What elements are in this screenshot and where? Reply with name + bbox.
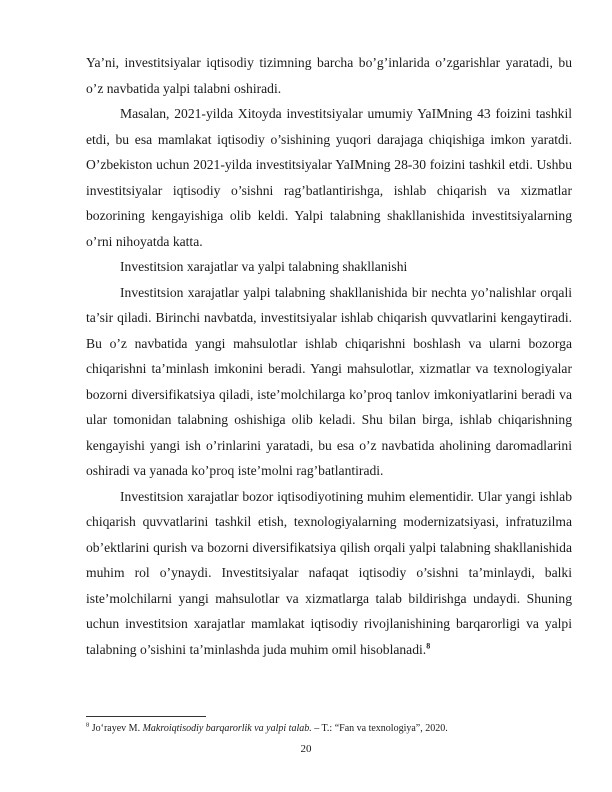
page-number: 20 <box>300 743 312 755</box>
footnote <box>86 722 572 735</box>
footnote-number: 8 <box>86 721 90 729</box>
paragraph-china-example: Masalan, 2021-yilda Xitoyda investitsiyalar umumiy YaIMning 43 foizini tashkil etdi, bu esa mamlakat iqtisodiy o’sishining yuqori darajaga chiqishiga imkon yaratdi. O’zbekiston uchun 2021-yilda investitsiyalar YaIMning 28-30 foizini tashkil etdi. Ushbu investitsiyalar iqtisodiy o’sishni rag’batlantirishga, ishlab chiqarish va xizmatlar bozorining kengayishiga olib keldi. Yalpi talabning shakllanishida investitsiyalarning o’rni nihoyatda katta. <box>86 106 572 249</box>
paragraph-investment-importance-text: Investitsion xarajatlar bozor iqtisodiyotining muhim elementidir. Ular yangi ishlab chiqarish quvvatlarini tashkil etish, texnologiyalarning modernizatsiyasi, infratuzilma ob’ektlarini qurish va bozorni diversifikatsiya qilish orqali yalpi talabning shakllanishida muhim rol o’ynaydi. Investitsiyalar nafaqat iqtisodiy o’sishni ta’minlaydi, balki iste’molchilarni yangi mahsulotlar va xizmatlarga talab bildirishga undaydi. Shuning uchun investitsion xarajatlar mamlakat iqtisodiy rivojlanishining barqarorligi va yalpi talabning o’sishini ta’minlashda juda muhim omil hisoblanadi. <box>86 488 572 657</box>
section-heading: Investitsion xarajatlar va yalpi talabning shakllanishi <box>120 259 408 274</box>
paragraph-investment-directions: Investitsion xarajatlar yalpi talabning shakllanishida bir nechta yo’nalishlar orqali ta’sir qiladi. Birinchi navbatda, investitsiyalar ishlab chiqarish quvvatlarini kengaytiradi. Bu o’z navbatida yangi mahsulotlar ishlab chiqarishni boshlash va ularni bozorga chiqarishni ta’minlash imkonini beradi. Yangi mahsulotlar, xizmatlar va texnologiyalar bozorni diversifikatsiya qiladi, iste’molchilarga ko’proq tanlov imkoniyatlarini beradi va ular tomonidan talabning oshishiga olib keladi. Shu bilan birga, ishlab chiqarishning kengayishi yangi ish o’rinlarini yaratadi, bu esa o’z navbatida aholining daromadlarini oshiradi va yanada ko’proq iste’molni rag’batlantiradi. <box>86 284 572 478</box>
body-text <box>86 50 572 662</box>
footnote-title: Makroiqtisodiy barqarorlik va yalpi talab. <box>142 723 312 734</box>
paragraph-continuation: Ya’ni, investitsiyalar iqtisodiy tizimning barcha bo’g’inlarida o’zgarishlar yaratadi, bu o’z navbatida yalpi talabni oshiradi. <box>86 55 572 96</box>
footnote-author: Jo‘rayev M. <box>91 723 141 734</box>
footnote-divider <box>86 716 206 717</box>
paragraph-investment-importance <box>86 484 572 663</box>
footnote-reference[interactable]: 8 <box>426 640 431 650</box>
footnote-publisher: – T.: “Fan va texnologiya”, 2020. <box>314 723 448 734</box>
